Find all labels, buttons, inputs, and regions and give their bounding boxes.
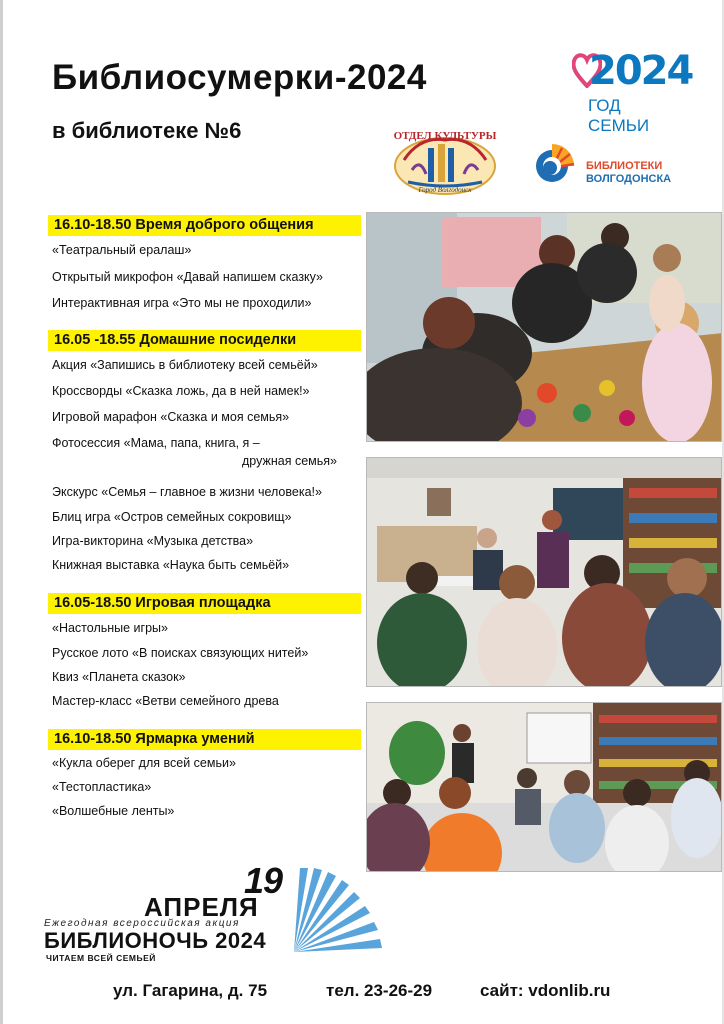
year-of-family-logo [572, 48, 693, 135]
list-item: Кроссворды «Сказка ложь, да в ней намек!» [52, 384, 310, 398]
footer-phone: тел. 23-26-29 [326, 981, 433, 1000]
list-item: «Театральный ералаш» [52, 243, 192, 257]
list-item: «Тестопластика» [52, 780, 152, 794]
footer-site-link[interactable]: сайт: vdonlib.ru [480, 981, 611, 1000]
list-item: Акция «Запишись в библиотеку всей семьёй» [52, 358, 318, 372]
libraries-logo-line1: БИБЛИОТЕКИ [586, 160, 663, 172]
libraries-sun-icon [532, 140, 580, 188]
year-text: ГОД СЕМЬИ [588, 96, 650, 135]
list-item: Игра-викторина «Музыка детства» [52, 534, 254, 548]
photo-lecture-hall [366, 457, 722, 687]
page-title: Библиосумерки-2024 [52, 58, 427, 97]
bibliononight-logo [44, 858, 389, 968]
list-item: «Настольные игры» [52, 621, 168, 635]
bibliononight-rays-icon [290, 864, 386, 954]
list-item: «Волшебные ленты» [52, 804, 175, 818]
list-item-continuation: дружная семья» [242, 454, 337, 468]
list-item: Интерактивная игра «Это мы не проходили» [52, 296, 312, 310]
bibliononight-month: АПРЕЛЯ [144, 892, 259, 922]
libraries-logo [532, 140, 692, 190]
culture-department-emblem [390, 130, 500, 198]
footer-address: ул. Гагарина, д. 75 [113, 981, 268, 1000]
bibliononight-name: БИБЛИОНОЧЬ 2024 [44, 928, 267, 953]
photo-master-class [366, 702, 722, 872]
section-header-skills-fair: 16.10-18.50 Ярмарка умений [48, 729, 361, 750]
list-item: Книжная выставка «Наука быть семьёй» [52, 558, 290, 572]
list-item: Блиц игра «Остров семейных сокровищ» [52, 510, 292, 524]
list-item: Русское лото «В поисках связующих нитей» [52, 646, 309, 660]
culture-emblem-bottom-text: Город Волгодонск [418, 186, 472, 194]
section-header-game-area: 16.05-18.50 Игровая площадка [48, 593, 361, 614]
page-border-left [0, 0, 3, 1024]
libraries-logo-line2: ВОЛГОДОНСКА [586, 173, 672, 185]
list-item: Открытый микрофон «Давай напишем сказку» [52, 270, 323, 284]
list-item: Мастер-класс «Ветви семейного древа [52, 694, 279, 708]
section-header-home-gatherings: 16.05 -18.55 Домашние посиделки [48, 330, 361, 351]
list-item: Экскурс «Семья – главное в жизни человека!» [52, 485, 322, 499]
bibliononight-day: 19 [244, 860, 283, 901]
year-number: 2024 [589, 48, 693, 94]
list-item: «Кукла оберег для всей семьи» [52, 756, 236, 770]
bibliononight-slogan: ЧИТАЕМ ВСЕЙ СЕМЬЕЙ [46, 953, 156, 963]
list-item: Квиз «Планета сказок» [52, 670, 186, 684]
list-item: Фотосессия «Мама, папа, книга, я – [52, 436, 260, 450]
list-item: Игровой марафон «Сказка и моя семья» [52, 410, 290, 424]
culture-emblem-top-text: ОТДЕЛ КУЛЬТУРЫ [393, 130, 497, 142]
section-header-good-communication: 16.10-18.50 Время доброго общения [48, 215, 361, 236]
bibliononight-action-text: Ежегодная всероссийская акция [44, 918, 240, 929]
page-subtitle: в библиотеке №6 [52, 118, 242, 143]
photo-crafts-workshop [366, 212, 722, 442]
